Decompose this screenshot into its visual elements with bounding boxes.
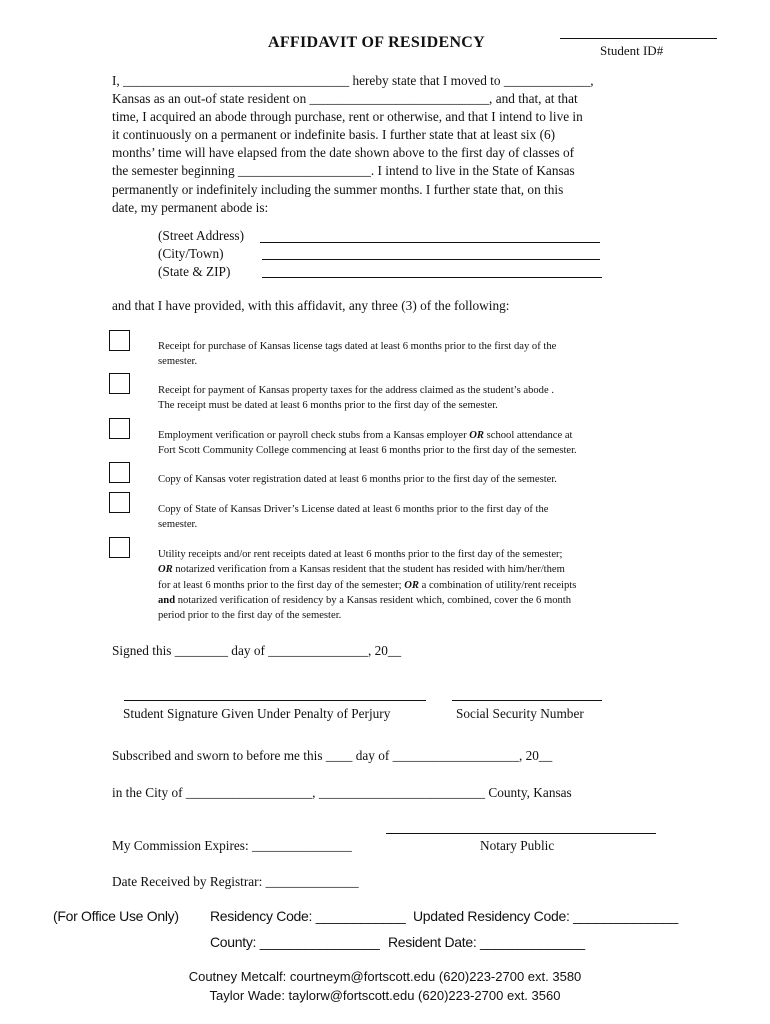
item-employment: Employment verification or payroll check stubs from a Kansas employer OR school attendance at Fort Scott Community College commencing at least 6 months prior to the first day of the semester. <box>158 430 577 457</box>
intro-line: it continuously on a permanent or indefinite basis. I further state that at least six (6) <box>112 127 556 143</box>
notary-public-label: Notary Public <box>480 838 555 853</box>
item-voter-registration: Copy of Kansas voter registration dated at least 6 months prior to the first day of the semester. <box>158 474 557 485</box>
checkbox-employment[interactable] <box>109 418 130 439</box>
intro-line: I, __________________________________ hereby state that I moved to _____________, <box>112 73 594 88</box>
provided-statement: and that I have provided, with this affidavit, any three (3) of the following: <box>112 298 510 313</box>
checkbox-property-taxes[interactable] <box>109 373 130 394</box>
ssn-field[interactable] <box>452 700 602 701</box>
resident-date-field[interactable]: Resident Date: ______________ <box>388 934 585 950</box>
intro-line: months’ time will have elapsed from the date shown above to the first day of classes of <box>112 145 575 161</box>
street-address-label: (Street Address) <box>158 228 245 243</box>
notary-signature-field[interactable] <box>386 833 656 834</box>
checkbox-license-tags[interactable] <box>109 330 130 351</box>
commission-expires-line[interactable]: My Commission Expires: _______________ <box>112 838 352 853</box>
intro-line: time, I acquired an abode through purchase, rent or otherwise, and that I intend to live in <box>112 109 583 125</box>
intro-line: the semester beginning ____________________. I intend to live in the State of Kansas <box>112 163 575 179</box>
state-zip-field[interactable] <box>262 277 602 278</box>
subscribed-line[interactable]: Subscribed and sworn to before me this ____ day of ___________________, 20__ <box>112 748 553 763</box>
item-drivers-license: Copy of State of Kansas Driver’s License dated at least 6 months prior to the first day of the semester. <box>158 504 549 531</box>
student-id-field[interactable] <box>560 38 717 39</box>
intro-line: Kansas as an out-of state resident on ___________________________, and that, at that <box>112 91 578 107</box>
item-utility-receipts: Utility receipts and/or rent receipts dated at least 6 months prior to the first day of the semester; OR notarized verification from a Kansas resident that the student has resided with him/her/them for at least 6 months prior to the first day of the semester; OR a combination of utility/rent receipts and notarized verification of residency by a Kansas resident which, combined, cover the 6 month period prior to the first day of the semester. <box>158 549 577 622</box>
city-field[interactable] <box>262 259 600 260</box>
registrar-date-line[interactable]: Date Received by Registrar: ______________ <box>112 874 359 889</box>
ssn-label: Social Security Number <box>456 706 584 721</box>
city-county-line[interactable]: in the City of ___________________, _________________________ County, Kansas <box>112 785 572 800</box>
intro-line: permanently or indefinitely including the summer months. I further state that, on this <box>112 181 564 197</box>
city-label: (City/Town) <box>158 246 224 261</box>
student-signature-label: Student Signature Given Under Penalty of Perjury <box>123 706 391 721</box>
signed-date-line[interactable]: Signed this ________ day of _______________, 20__ <box>112 643 402 658</box>
updated-residency-code-field[interactable]: Updated Residency Code: ______________ <box>413 908 678 924</box>
checkbox-voter-registration[interactable] <box>109 462 130 483</box>
contact-line: Coutney Metcalf: courtneym@fortscott.edu (620)223-2700 ext. 3580 <box>188 969 582 984</box>
county-field[interactable]: County: ________________ <box>210 934 380 950</box>
intro-line: date, my permanent abode is: <box>112 199 269 215</box>
student-signature-field[interactable] <box>124 700 426 701</box>
residency-code-field[interactable]: Residency Code: ____________ <box>210 908 406 924</box>
street-address-field[interactable] <box>260 242 600 243</box>
intro-paragraph <box>112 72 692 217</box>
item-license-tags: Receipt for purchase of Kansas license tags dated at least 6 months prior to the first day of the semester. <box>158 341 557 368</box>
checkbox-utility-receipts[interactable] <box>109 537 130 558</box>
form-title: AFFIDAVIT OF RESIDENCY <box>268 34 486 51</box>
contact-line: Taylor Wade: taylorw@fortscott.edu (620)223-2700 ext. 3560 <box>209 988 561 1003</box>
state-zip-label: (State & ZIP) <box>158 264 231 279</box>
office-use-label: (For Office Use Only) <box>53 908 179 924</box>
checkbox-drivers-license[interactable] <box>109 492 130 513</box>
item-property-taxes: Receipt for payment of Kansas property taxes for the address claimed as the student’s abode . The receipt must be dated at least 6 months prior to the first day of the semester. <box>158 385 554 412</box>
student-id-label: Student ID# <box>600 43 664 58</box>
